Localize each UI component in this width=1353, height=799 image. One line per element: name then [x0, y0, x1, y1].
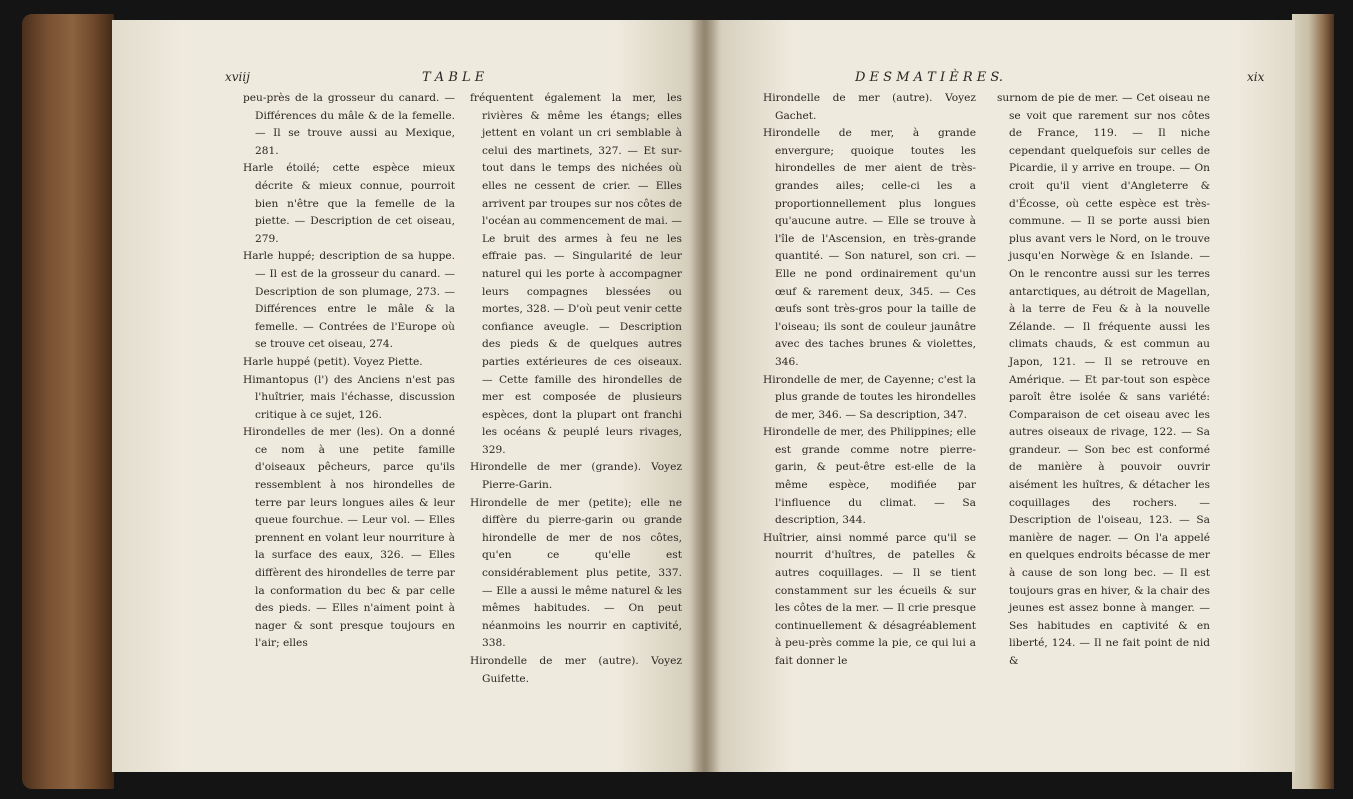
index-entry: Hirondelle de mer (petite); elle ne diffère du pierre-garin ou grande hirondelle de mer de nos côtes, qu'en ce qu'elle est considérablement plus petite, 337. — Elle a aussi le même naturel & les mêmes habitudes. — On peut néanmoins les nourrir en captivité, 338. — [470, 496, 682, 650]
index-entry: Hirondelles de mer (les). On a donné ce nom à une petite famille d'oiseaux pêcheurs, parce qu'ils ressemblent à nos hirondelles de terre par leurs longues ailes & leur queue fourchue. — Leur vol. — Elles prennent en volant leur nourriture à la surface des eaux, 326. — Elles diffèrent des hirondelles de terre par la conformation du bec & par celle des pieds. — Elles n'aiment point à nager & sont presque toujours en l'air; elles — [243, 426, 455, 650]
index-entry: Harle huppé; description de sa huppe. — Il est de la grosseur du canard. — Description de son plumage, 273. — Différences entre le mâle & la femelle. — Contrées de l'Europe où se trouve cet oiseau, 274. — [243, 250, 455, 351]
index-entry: peu-près de la grosseur du canard. — Différences du mâle & de la femelle. — Il se trouve aussi au Mexique, 281. — [243, 92, 455, 157]
index-entry: Hirondelle de mer (autre). Voyez Guifette. — [470, 655, 682, 685]
index-entry: surnom de pie de mer. — Cet oiseau ne se voit que rarement sur nos côtes de France, 119. — Il niche cependant quelquefois sur celles de Picardie, il y arrive en troupe. — On croit qu'il vient d'Angleterre & d'Écosse, où cette espèce est très-commune. — Il se porte aussi bien plus avant vers le Nord, on le trouve jusqu'en Norwège & en Islande. — On le rencontre aussi sur les terres antarctiques, au détroit de Magellan, à la terre de Feu & à la nouvelle Zélande. — Il fréquente aussi les climats chauds, & est commun au Japon, 121. — Il se retrouve en Amérique. — Et par-tout son espèce paroît être isolée & sans variété: Comparaison de cet oiseau avec les autres oiseaux de rivage, 122. — Sa grandeur. — Son bec est conformé de manière à pouvoir ouvrir aisément les huîtres, & détacher les coquillages des rochers. — Description de l'oiseau, 123. — Sa manière de nager. — On l'a appelé en quelques endroits bécasse de mer à cause de son long bec. — Il est toujours gras en hiver, & la chair des jeunes est assez bonne à manger. — Ses habitudes en captivité & en liberté, 124. — Il ne fait point de nid & — [997, 92, 1210, 667]
index-entry: Hirondelle de mer, de Cayenne; c'est la plus grande de toutes les hirondelles de mer, 346. — Sa description, 347. — [763, 373, 976, 421]
right-running-head: D E S M A T I È R E S. — [855, 70, 1003, 85]
index-entry: Huîtrier, ainsi nommé parce qu'il se nourrit d'huîtres, de patelles & autres coquillages. — Il se tient constamment sur les écueils & sur les côtes de la mer. — Il crie presque continuellement & désagréablement à peu-près comme la pie, ce qui lui a fait donner le — [763, 531, 976, 667]
left-column-2 — [470, 90, 682, 688]
index-entry: fréquentent également la mer, les rivières & même les étangs; elles jettent en volant un cri semblable à celui des martinets, 327. — Et sur-tout dans le temps des nichées où elles ne cessent de crier. — Elles arrivent par troupes sur nos côtes de l'océan au commencement de mai. — Le bruit des armes à feu ne les effraie pas. — Singularité de leur naturel qui les porte à accompagner leurs compagnes blessées ou mortes, 328. — D'où peut venir cette confiance aveugle. — Description des pieds & de quelques autres parties extérieures de ces oiseaux. — Cette famille des hirondelles de mer est composée de plusieurs espèces, dont la plupart ont franchi les océans & peuplé leurs rivages, 329. — [470, 92, 682, 456]
left-page — [112, 20, 705, 772]
right-page — [705, 20, 1295, 772]
index-entry: Harle étoilé; cette espèce mieux décrite & mieux connue, pourroit bien n'être que la femelle de la piette. — Description de cet oiseau, 279. — [243, 162, 455, 245]
left-column-1 — [243, 90, 455, 653]
index-entry: Harle huppé (petit). Voyez Piette. — [243, 355, 423, 368]
right-column-1 — [763, 90, 976, 671]
left-running-head: T A B L E — [422, 70, 485, 85]
right-column-2 — [997, 90, 1210, 671]
left-folio: xviij — [225, 70, 250, 84]
right-folio: xix — [1247, 70, 1265, 84]
index-entry: Hirondelle de mer (autre). Voyez Gachet. — [763, 92, 976, 122]
book-gutter-shadow — [690, 20, 720, 772]
index-entry: Hirondelle de mer (grande). Voyez Pierre-Garin. — [470, 461, 682, 492]
index-entry: Hirondelle de mer, à grande envergure; quoique toutes les hirondelles de mer aient de très-grandes ailes; celle-ci les a proportionnellement plus longues qu'aucune autre. — Elle se trouve à l'île de l'Ascension, en très-grande quantité. — Son naturel, son cri. — Elle ne pond ordinairement qu'un œuf & rarement deux, 345. — Ces œufs sont très-gros pour la taille de l'oiseau; ils sont de couleur jaunâtre avec des taches brunes & violettes, 346. — [763, 127, 976, 368]
index-entry: Himantopus (l') des Anciens n'est pas l'huîtrier, mais l'échasse, discussion critique à ce sujet, 126. — [243, 373, 455, 421]
book-spine-left — [22, 14, 114, 789]
book-page-edges-right — [1292, 14, 1334, 789]
index-entry: Hirondelle de mer, des Philippines; elle est grande comme notre pierre-garin, & peut-être est-elle de la même espèce, modifiée par l'influence du climat. — Sa description, 344. — [763, 426, 976, 527]
